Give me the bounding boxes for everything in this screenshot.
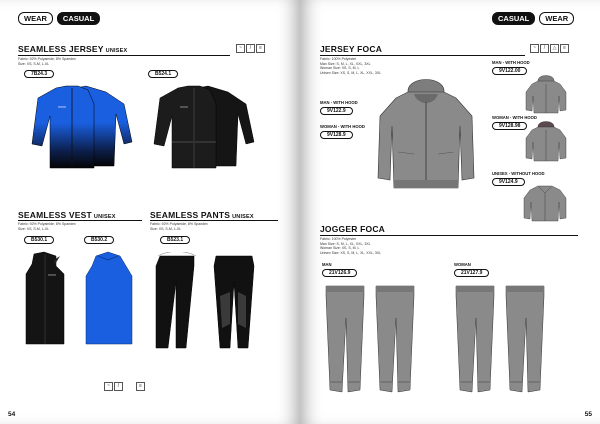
pants-image	[146, 252, 276, 352]
vest-specs: Fabric: 92% Polyamide, 8% Spandex Size: XS, S-M, L-XL	[18, 222, 76, 231]
product-code: 9V128.9	[320, 131, 353, 139]
page-number: 55	[584, 411, 592, 418]
category-tags	[18, 12, 100, 25]
man-jogger-image	[320, 282, 420, 398]
pants-specs: Fabric: 92% Polyamide, 8% Spandex Size: XS, S-M, L-XL	[150, 222, 208, 231]
iron-icon: /	[540, 44, 549, 53]
divider	[320, 55, 525, 56]
divider	[320, 235, 578, 236]
bleach-icon: △	[550, 44, 559, 53]
product-code: 9V128.98	[492, 122, 527, 130]
seamless-vest-title: SEAMLESS VEST UNISEX	[18, 210, 116, 220]
seamless-pants-title: SEAMLESS PANTS UNISEX	[150, 210, 254, 220]
product-code: B530.2	[84, 236, 114, 244]
variant-label: WOMAN - WITH HOOD	[492, 115, 537, 120]
divider	[18, 55, 230, 56]
product-code: 21V126.9	[322, 269, 357, 277]
category-tags	[492, 12, 574, 25]
variant-label: UNISEX - WITHOUT HOOD	[492, 171, 545, 176]
product-code: 9V122.9	[320, 107, 353, 115]
woman-jogger-image	[450, 282, 550, 398]
grey-hoodie-image	[374, 76, 478, 192]
variant-label: WOMAN	[454, 262, 471, 267]
jogger-foca-specs: Fabric: 100% Polyester Man Size: S, M, L, XL, XXL, 3XL Woman Size: XS, S, M, L Unisex Size: XS, S, M, L, XL, XXL, 3XL	[320, 237, 382, 255]
product-code: 9V122.00	[492, 67, 527, 75]
wash-icon: ~	[104, 382, 113, 391]
divider	[18, 220, 142, 221]
tag-casual[interactable]: CASUAL	[492, 12, 535, 25]
woman-hoodie-thumbnail	[524, 120, 568, 162]
variant-label: MAN - WITH HOOD	[320, 100, 358, 105]
iron-icon: /	[246, 44, 255, 53]
black-jersey-image	[150, 82, 262, 172]
svg-text:XXXX: XXXX	[58, 105, 67, 109]
jogger-foca-title: JOGGER FOCA	[320, 224, 386, 234]
dry-icon: ≡	[136, 382, 145, 391]
dry-icon: ≡	[560, 44, 569, 53]
wash-icon: ~	[236, 44, 245, 53]
right-page	[300, 0, 600, 424]
dry-icon: ≡	[256, 44, 265, 53]
product-code: B530.1	[24, 236, 54, 244]
product-code: B524.1	[148, 70, 178, 78]
care-icons	[104, 382, 123, 391]
man-hoodie-thumbnail	[524, 74, 568, 114]
wash-icon: ~	[530, 44, 539, 53]
jersey-specs: Fabric: 92% Polyamide, 8% Spandex Size: XS, S-M, L-XL	[18, 57, 76, 66]
unisex-sweatshirt-thumbnail	[522, 184, 568, 222]
svg-text:XXXX: XXXX	[180, 105, 189, 109]
page-number: 54	[8, 411, 16, 418]
iron-icon: /	[114, 382, 123, 391]
product-code: 21V127.9	[454, 269, 489, 277]
care-icons	[236, 44, 265, 53]
vest-image	[20, 250, 142, 348]
tag-wear[interactable]: WEAR	[539, 12, 574, 25]
product-code: 9V124.9	[492, 178, 525, 186]
divider	[150, 220, 278, 221]
product-code: 7B24.3	[24, 70, 54, 78]
jersey-foca-specs: Fabric: 100% Polyester Man Size: S, M, L, XL, XXL, 3XL Woman Size: XS, S, M, L Unisex Size: XS, S, M, L, XL, XXL, 3XL	[320, 57, 382, 75]
variant-label: MAN	[322, 262, 332, 267]
tag-wear[interactable]: WEAR	[18, 12, 53, 25]
care-icons	[136, 382, 145, 391]
blue-jersey-image	[28, 82, 140, 172]
product-code: B523.1	[160, 236, 190, 244]
care-icons	[530, 44, 569, 53]
seamless-jersey-title: SEAMLESS JERSEY UNISEX	[18, 44, 128, 54]
variant-label: WOMAN - WITH HOOD	[320, 124, 365, 129]
svg-text:XXXX: XXXX	[48, 273, 57, 277]
variant-label: MAN - WITH HOOD	[492, 60, 530, 65]
jersey-foca-title: JERSEY FOCA	[320, 44, 383, 54]
tag-casual[interactable]: CASUAL	[57, 12, 100, 25]
